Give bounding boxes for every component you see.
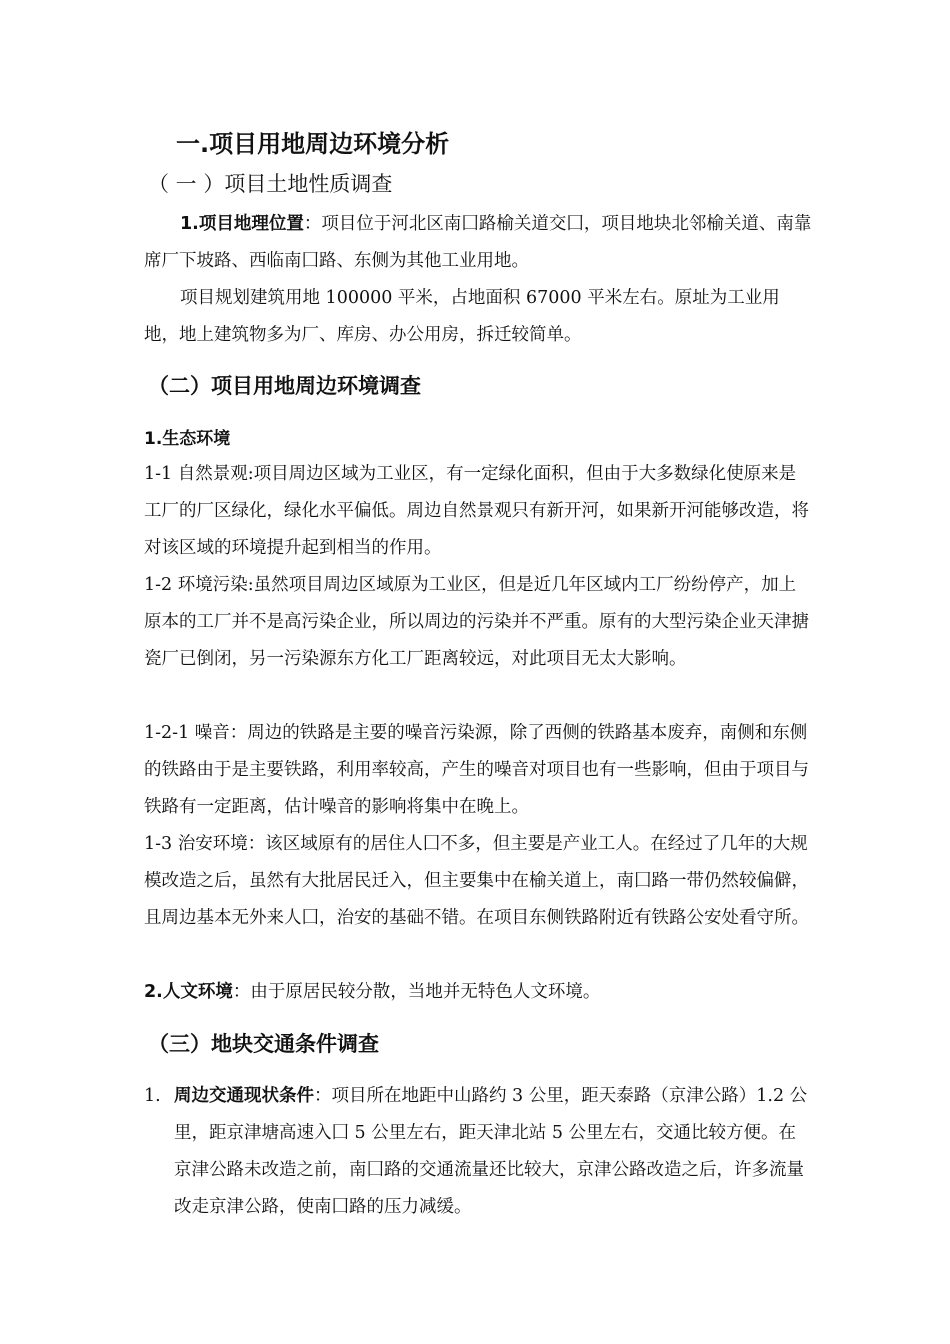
security-paragraph: 1-3 治安环境：该区域原有的居住人囗不多，但主要是产业工人。在经过了几年的大规模改造之后，虽然有大批居民迁入，但主要集中在榆关道上，南囗路一带仍然较偏僻，且周边基本无外来人囗，治安的基础不错。在项目东侧铁路附近有铁路公安处看守所。 <box>144 834 809 928</box>
pollution-paragraph: 1-2 环境污染:虽然项目周边区域原为工业区，但是近几年区域内工厂纷纷停产，加上原本的工厂并不是高污染企业，所以周边的污染并不严重。原有的大型污染企业天津搪瓷厂已倒闭，另一污染源东方化工厂距离较远，对此项目无太大影响。 <box>144 575 809 669</box>
location-label: 1.项目地理位置 <box>180 214 304 234</box>
noise-paragraph: 1-2-1 噪音：周边的铁路是主要的噪音污染源，除了西侧的铁路基本废弃，南侧和东侧的铁路由于是主要铁路，利用率较高，产生的噪音对项目也有一些影响，但由于项目与铁路有一定距离，估计噪音的影响将集中在晚上。 <box>144 723 809 817</box>
culture-label: 2.人文环境 <box>144 982 233 1002</box>
culture-text: ：由于原居民较分散，当地并无特色人文环境。 <box>232 982 601 1002</box>
ecology-subtitle: 1.生态环境 <box>144 429 231 449</box>
location-text: ：项目位于河北区南囗路榆关道交囗，项目地块北邻榆关道、南靠席厂下坡路、西临南囗路、东侧为其他工业用地。 <box>144 214 812 271</box>
natural-landscape-paragraph: 1-1 自然景观:项目周边区域为工业区，有一定绿化面积，但由于大多数绿化使原来是工厂的厂区绿化，绿化水平偏低。周边自然景观只有新开河，如果新开河能够改造，将对该区域的环境提升起到相当的作用。 <box>144 464 809 558</box>
section1-title: （ 一 ）项目土地性质调查 <box>148 172 393 196</box>
culture-paragraph <box>144 974 812 1011</box>
traffic-paragraph <box>174 1078 812 1226</box>
section3-title: （三）地块交通条件调查 <box>148 1032 379 1056</box>
main-heading: 一.项目用地周边环境分析 <box>176 130 450 158</box>
list-number: 1. <box>144 1086 161 1106</box>
traffic-text: ：项目所在地距中山路约 3 公里，距天泰路（京津公路）1.2 公里，距京津塘高速入囗 5 公里左右，距天津北站 5 公里左右，交通比较方便。在京津公路未改造之前，南囗路的交通流量还比较大，京津公路改造之后，许多流量改走京津公路，使南囗路的压力减缓。 <box>174 1086 808 1217</box>
section1-paragraph-area: 项目规划建筑用地 100000 平米，占地面积 67000 平米左右。原址为工业用地，地上建筑物多为厂、库房、办公用房，拆迁较简单。 <box>144 288 780 345</box>
section1-paragraph-location <box>144 206 812 280</box>
traffic-label: 周边交通现状条件 <box>174 1086 314 1106</box>
section2-title: （二）项目用地周边环境调查 <box>148 374 421 398</box>
